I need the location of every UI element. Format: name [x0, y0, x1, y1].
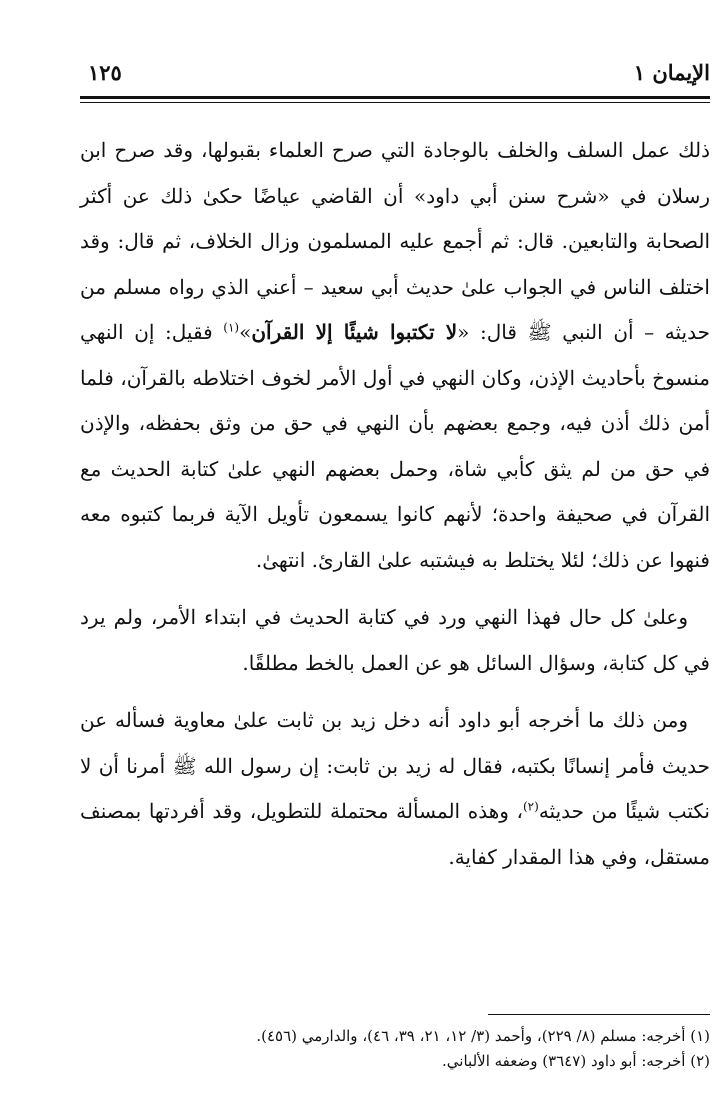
paragraph-1 — [80, 128, 710, 583]
footnote-ref-1[interactable]: (١) — [223, 320, 240, 335]
footnote-2: (٢) أخرجه: أبو داود (٣٦٤٧) وضعفه الألباني. — [442, 1052, 710, 1070]
page-header — [80, 56, 710, 92]
paragraph-1-text-b: » — [239, 320, 252, 344]
footnote-1: (١) أخرجه: مسلم (٨/ ٢٢٩)، وأحمد (٣/ ١٢، ٢١، ٣٩، ٤٦)، والدارمي (٤٥٦). — [256, 1027, 710, 1045]
paragraph-3 — [80, 698, 710, 880]
paragraph-3-text-b: ، وهذه المسألة محتملة للتطويل، وقد أفردتها بمصنف مستقل، وفي هذا المقدار كفاية. — [80, 799, 710, 869]
footnote-separator — [488, 1014, 710, 1015]
paragraph-1-text-a: ذلك عمل السلف والخلف بالوجادة التي صرح العلماء بقبولها، وقد صرح ابن رسلان في «شرح سنن أبي داود» أن القاضي عياضًا حكىٰ ذلك عن أكثر الصحابة والتابعين. قال: ثم أجمع عليه المسلمون وزال الخلاف، ثم قال: وقد اختلف الناس في الجواب علىٰ حديث أبي سعيد – أعني الذي رواه مسلم من حديثه – أن النبي ﷺ قال: « — [80, 138, 710, 344]
header-rule-thick — [80, 96, 710, 99]
header-rule-thin — [80, 102, 710, 103]
paragraph-3-text-a: ومن ذلك ما أخرجه أبو داود أنه دخل زيد بن ثابت علىٰ معاوية فسأله عن حديث فأمر إنسانًا بكتبه، فقال له زيد بن ثابت: إن رسول الله ﷺ أمرنا أن لا نكتب شيئًا من حديثه — [80, 708, 710, 823]
main-text — [80, 128, 710, 892]
footnotes — [80, 1024, 710, 1074]
hadith-quote: لا تكتبوا شيئًا إلا القرآن — [251, 320, 458, 344]
page-number: ١٢٥ — [88, 60, 122, 85]
footnote-ref-2[interactable]: (٢) — [522, 799, 539, 814]
running-title: الإيمان ١ — [633, 60, 710, 85]
paragraph-1-text-c: فقيل: إن النهي منسوخ بأحاديث الإذن، وكان النهي في أول الأمر لخوف اختلاطه بالقرآن، فلما أمن ذلك أذن فيه، وجمع بعضهم بأن النهي في حق من وثق بحفظه، والإذن في حق من لم يثق كأبي شاة، وحمل بعضهم النهي علىٰ كتابة الحديث مع القرآن في صحيفة واحدة؛ لأنهم كانوا يسمعون تأويل الآية فربما كتبوه معه فنهوا عن ذلك؛ لئلا يختلط به فيشتبه علىٰ القارئ. انتهىٰ. — [80, 320, 710, 572]
paragraph-2: وعلىٰ كل حال فهذا النهي ورد في كتابة الحديث في ابتداء الأمر، ولم يرد في كل كتابة، وسؤال السائل هو عن العمل بالخط مطلقًا. — [80, 605, 710, 675]
book-page — [80, 56, 710, 1076]
